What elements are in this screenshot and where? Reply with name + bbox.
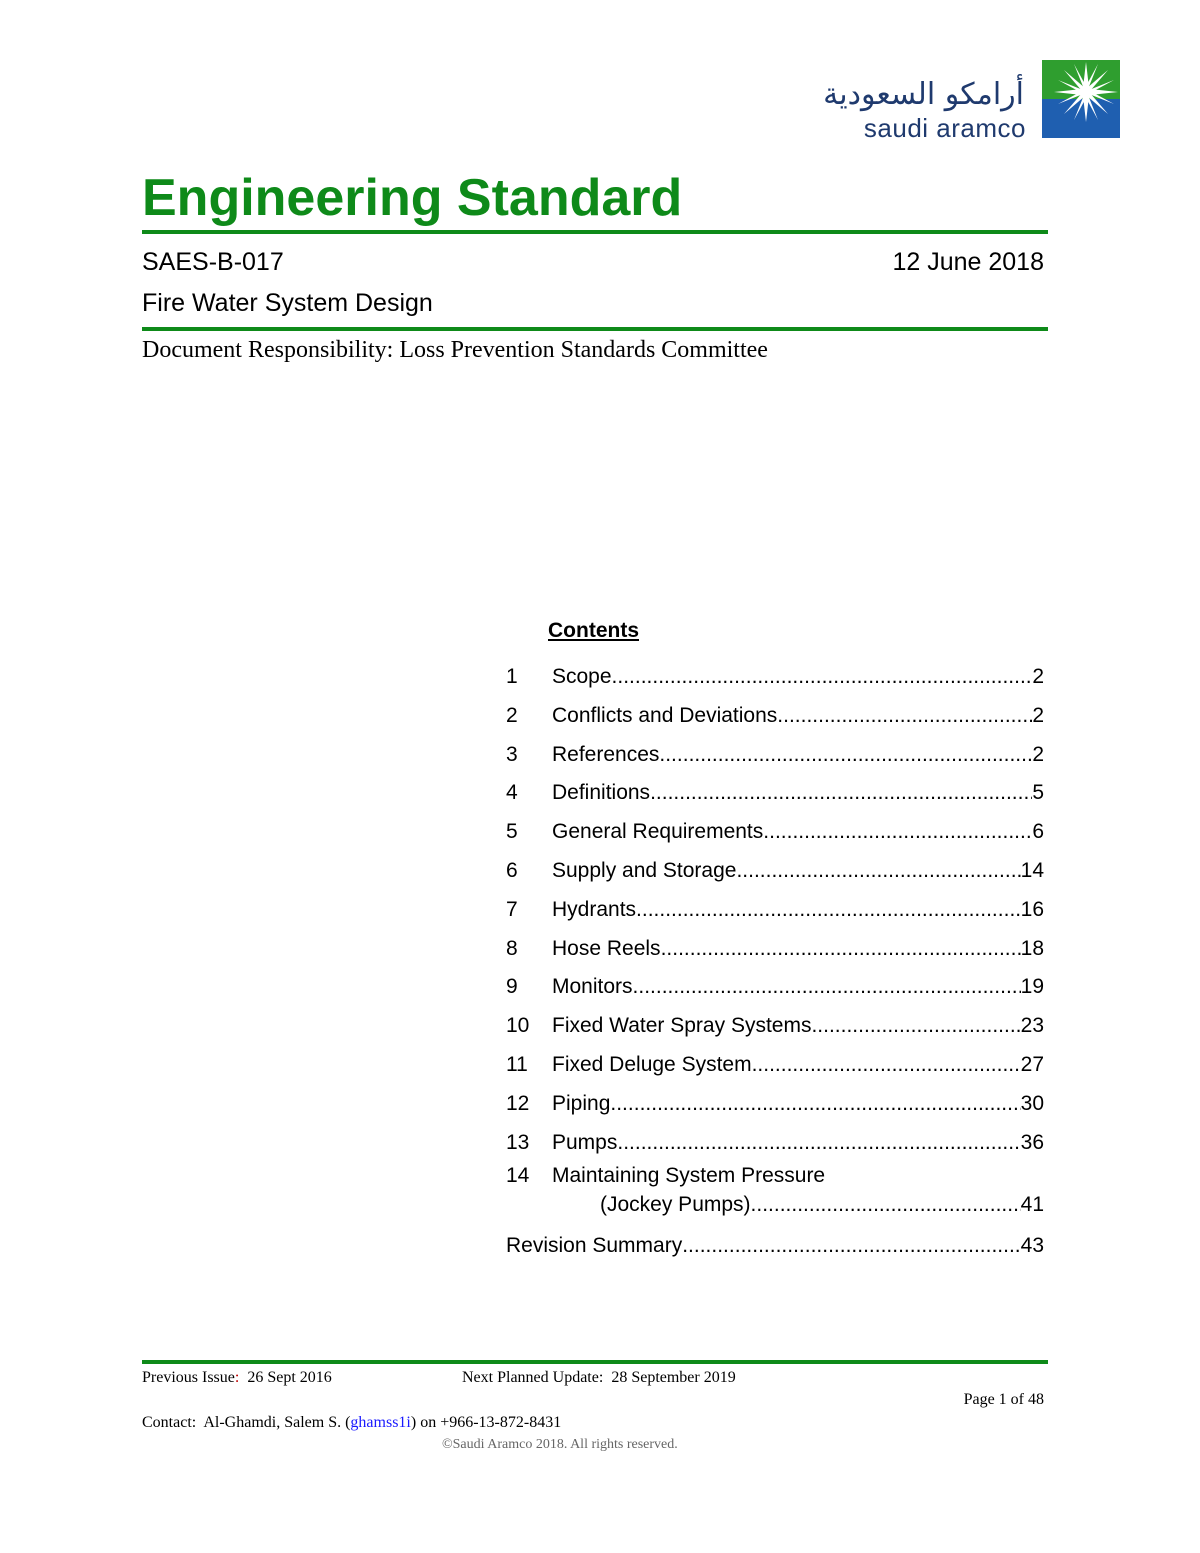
copyright: ©Saudi Aramco 2018. All rights reserved. <box>442 1437 678 1452</box>
toc-item[interactable] <box>506 1085 1044 1124</box>
toc-leader-dots <box>736 852 1020 890</box>
toc-leader-dots <box>682 1227 1020 1265</box>
toc-item-page: 36 <box>1020 1130 1044 1154</box>
contact-label: Contact <box>142 1414 192 1431</box>
page-title: Engineering Standard <box>142 169 683 227</box>
company-logo <box>823 58 1120 144</box>
toc-item-number: 10 <box>506 1014 530 1038</box>
toc-item[interactable] <box>506 1007 1044 1046</box>
toc-item-title: Scope <box>552 665 612 688</box>
toc-item-title: Maintaining System Pressure <box>552 1164 826 1188</box>
toc-item-number: 4 <box>506 781 518 805</box>
toc-leader-dots <box>777 697 1032 735</box>
toc-item[interactable] <box>506 852 1044 891</box>
toc-item-number: 13 <box>506 1130 530 1154</box>
toc-item[interactable] <box>506 813 1044 852</box>
toc-item-page: 16 <box>1020 897 1044 921</box>
toc-item-title: Definitions <box>552 781 651 805</box>
toc-leader-dots <box>650 774 1032 812</box>
title-divider <box>142 230 1048 234</box>
toc-item-title: Fixed Deluge System <box>552 1052 752 1076</box>
toc-item-page: 18 <box>1020 936 1044 960</box>
toc-item[interactable] <box>506 1162 1044 1191</box>
document-title: Fire Water System Design <box>142 289 433 317</box>
footer-divider <box>142 1360 1048 1364</box>
toc-leader-dots <box>763 813 1032 851</box>
toc-item-title-continued: (Jockey Pumps) <box>600 1193 751 1217</box>
toc-item[interactable] <box>506 736 1044 775</box>
toc-item-number: 11 <box>506 1052 528 1076</box>
toc-item-number: 1 <box>506 665 518 688</box>
previous-issue-label: Previous Issue <box>142 1369 235 1386</box>
toc-item-number: 8 <box>506 936 518 960</box>
toc-item[interactable] <box>506 1046 1044 1085</box>
table-of-contents <box>506 658 1044 1266</box>
toc-item-title: Hose Reels <box>552 936 661 960</box>
header-divider <box>142 327 1048 331</box>
toc-item-page: 5 <box>1032 781 1044 805</box>
toc-item-title: Hydrants <box>552 897 637 921</box>
toc-item-title: References <box>552 742 660 766</box>
toc-leader-dots <box>636 891 1021 929</box>
contact-id-link[interactable]: ghamss1i <box>350 1414 411 1431</box>
next-update-label: Next Planned Update <box>462 1369 599 1386</box>
toc-item-continuation[interactable] <box>506 1191 1044 1227</box>
toc-item-number: 2 <box>506 703 518 727</box>
toc-item-number: 14 <box>506 1164 530 1188</box>
toc-item-page: 30 <box>1020 1091 1044 1115</box>
toc-item[interactable] <box>506 891 1044 930</box>
toc-item-title: Supply and Storage <box>552 858 737 882</box>
toc-item-page: 2 <box>1032 742 1044 766</box>
document-number: SAES-B-017 <box>142 248 284 276</box>
toc-item[interactable] <box>506 930 1044 969</box>
toc-item-title: Pumps <box>552 1130 618 1154</box>
next-update-value: 28 September 2019 <box>611 1369 736 1386</box>
toc-item-number: 5 <box>506 820 518 844</box>
toc-item-number: 12 <box>506 1091 530 1115</box>
toc-item-page: 14 <box>1020 858 1044 882</box>
toc-leader-dots <box>612 658 1033 696</box>
toc-item-title: Fixed Water Spray Systems <box>552 1014 812 1038</box>
toc-item-title: Conflicts and Deviations <box>552 703 778 727</box>
toc-item-title: Revision Summary <box>506 1234 683 1258</box>
contact-line: Contact: Al-Ghamdi, Salem S. (ghamss1i) on +966-13-872-8431 <box>142 1414 562 1431</box>
logo-arabic-text: أرامكو السعودية <box>823 77 1024 112</box>
toc-item-page: 41 <box>1020 1193 1044 1217</box>
toc-item[interactable] <box>506 1124 1044 1163</box>
toc-item-page: 2 <box>1032 665 1044 688</box>
previous-issue-value: 26 Sept 2016 <box>247 1369 332 1386</box>
toc-leader-dots <box>661 930 1021 968</box>
toc-item-number: 9 <box>506 975 518 999</box>
toc-leader-dots <box>633 968 1021 1006</box>
contents-heading: Contents <box>548 619 639 642</box>
toc-item[interactable] <box>506 968 1044 1007</box>
toc-item-page: 6 <box>1032 820 1044 844</box>
next-planned-update: Next Planned Update: 28 September 2019 <box>462 1369 736 1386</box>
toc-item-revision-summary[interactable] <box>506 1227 1044 1266</box>
previous-issue: Previous Issue: 26 Sept 2016 <box>142 1369 332 1386</box>
toc-leader-dots <box>617 1124 1020 1162</box>
toc-item[interactable] <box>506 697 1044 736</box>
toc-item-number: 7 <box>506 897 518 921</box>
toc-item-title: General Requirements <box>552 820 764 844</box>
document-date: 12 June 2018 <box>892 248 1044 276</box>
toc-leader-dots <box>752 1046 1021 1084</box>
toc-item-number: 3 <box>506 742 518 766</box>
toc-item-page: 27 <box>1020 1052 1044 1076</box>
aramco-star-icon <box>1042 60 1120 138</box>
contact-phone: ) on +966-13-872-8431 <box>410 1414 562 1431</box>
toc-item[interactable] <box>506 658 1044 697</box>
logo-latin-text: saudi aramco <box>863 113 1026 143</box>
toc-item-page: 43 <box>1020 1234 1044 1258</box>
toc-leader-dots <box>751 1191 1021 1219</box>
toc-leader-dots <box>659 736 1032 774</box>
toc-leader-dots <box>811 1007 1020 1045</box>
toc-item-title: Monitors <box>552 975 633 999</box>
toc-item-page: 2 <box>1032 703 1044 727</box>
document-responsibility: Document Responsibility: Loss Prevention Standards Committee <box>142 337 768 363</box>
page-number: Page 1 of 48 <box>963 1391 1044 1408</box>
toc-leader-dots <box>610 1085 1020 1123</box>
contact-name: Al-Ghamdi, Salem S. ( <box>203 1414 351 1431</box>
toc-item-number: 6 <box>506 858 518 882</box>
toc-item-page: 23 <box>1020 1014 1044 1038</box>
toc-item[interactable] <box>506 774 1044 813</box>
toc-item-page: 19 <box>1020 975 1044 999</box>
toc-item-title: Piping <box>552 1091 611 1115</box>
